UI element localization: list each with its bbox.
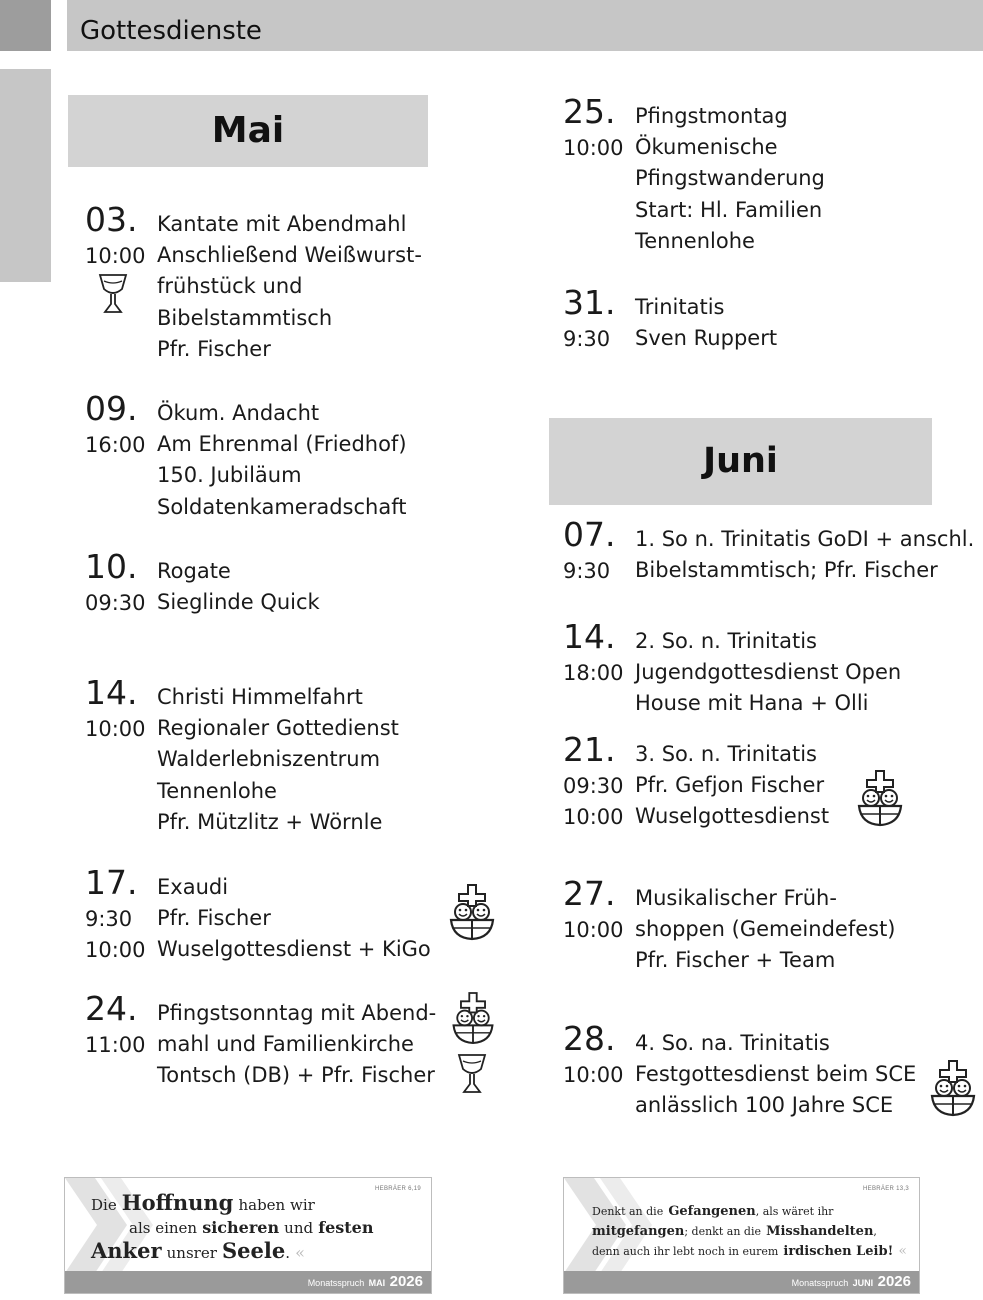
entry-line: Anschließend Weißwurst- <box>157 243 422 268</box>
footer-month: JUNI <box>852 1278 874 1288</box>
month-heading-juni: Juni <box>549 418 932 505</box>
entry-line: Bibelstammtisch <box>157 305 333 330</box>
children-church-icon <box>853 768 907 828</box>
entry-time: 16:00 <box>85 433 146 457</box>
entry-line: Musikalischer Früh- <box>635 886 837 910</box>
children-church-icon <box>445 882 499 942</box>
verse-line: denn auch ihr lebt noch in eurem irdischen Leib! « <box>592 1243 907 1259</box>
entry-line: Sven Ruppert <box>635 326 778 351</box>
entry-day: 28. <box>563 1019 616 1058</box>
entry-time: 18:00 <box>563 661 624 685</box>
page-tab-marker <box>0 0 51 51</box>
entry-line: Kantate mit Abendmahl <box>157 212 407 236</box>
entry-line: House mit Hana + Olli <box>635 691 869 716</box>
verse-reference: HEBRÄER 6,19 <box>375 1186 421 1192</box>
entry-line: Wuselgottesdienst <box>635 804 830 829</box>
entry-line: Pfingstwanderung <box>635 166 825 191</box>
page-side-marker <box>0 69 51 282</box>
footer-year: 2026 <box>389 1273 423 1290</box>
entry-line: Wuselgottesdienst + KiGo <box>157 937 431 962</box>
entry-day: 14. <box>563 617 616 656</box>
entry-time: 10:00 <box>563 918 624 942</box>
entry-line: 1. So n. Trinitatis GoDI + anschl. <box>635 527 975 551</box>
entry-line: Pfr. Gefjon Fischer <box>635 773 825 798</box>
monthly-verse-banner-juni <box>563 1177 920 1294</box>
entry-line: Pfingstmontag <box>635 104 788 128</box>
verse-line: Denkt an die Gefangenen, als wäret ihr <box>592 1204 834 1219</box>
verse-line: mitgefangen; denkt an die Misshandelten, <box>592 1224 877 1239</box>
children-church-icon <box>926 1058 980 1118</box>
entry-line: 2. So. n. Trinitatis <box>635 629 817 653</box>
footer-label: Monatsspruch <box>307 1278 365 1288</box>
entry-day: 09. <box>85 389 138 428</box>
verse-footer <box>65 1271 431 1293</box>
entry-time: 9:30 <box>563 327 611 351</box>
entry-line: Sieglinde Quick <box>157 590 320 615</box>
footer-year: 2026 <box>877 1273 911 1290</box>
entry-line: Trinitatis <box>635 295 725 319</box>
section-header <box>67 0 983 51</box>
entry-line: Jugendgottesdienst Open <box>635 660 902 685</box>
entry-time: 10:00 <box>85 717 146 741</box>
entry-day: 14. <box>85 673 138 712</box>
verse-line: Anker unsrer Seele. « <box>91 1238 305 1263</box>
children-church-icon <box>448 990 498 1046</box>
chalice-icon <box>455 1050 489 1098</box>
entry-line: Ökum. Andacht <box>157 401 320 425</box>
entry-day: 24. <box>85 989 138 1028</box>
entry-line: 150. Jubiläum <box>157 463 302 488</box>
monthly-verse-banner-mai <box>64 1177 432 1294</box>
entry-line: 3. So. n. Trinitatis <box>635 742 817 766</box>
entry-day: 27. <box>563 874 616 913</box>
entry-line: Christi Himmelfahrt <box>157 685 363 709</box>
entry-time: 10:00 <box>85 244 146 268</box>
entry-line: Regionaler Gottedienst <box>157 716 399 741</box>
entry-time: 09:30 <box>85 591 146 615</box>
entry-line: Am Ehrenmal (Friedhof) <box>157 432 407 457</box>
entry-line: Pfr. Fischer <box>157 906 271 931</box>
verse-line: als einen sicheren und festen <box>129 1218 374 1237</box>
verse-reference: HEBRÄER 13,3 <box>863 1186 909 1192</box>
entry-time: 10:00 <box>563 1063 624 1087</box>
entry-time: 10:00 <box>563 136 624 160</box>
entry-time: 11:00 <box>85 1033 146 1057</box>
entry-line: Walderlebniszentrum <box>157 747 381 772</box>
entry-line: anlässlich 100 Jahre SCE <box>635 1093 894 1118</box>
entry-line: Pfr. Fischer + Team <box>635 948 836 973</box>
entry-time: 9:30 <box>563 559 611 583</box>
entry-time: 9:30 <box>85 907 133 931</box>
entry-line: Start: Hl. Familien <box>635 197 823 222</box>
entry-day: 03. <box>85 200 138 239</box>
footer-label: Monatsspruch <box>791 1278 849 1288</box>
entry-line: Tontsch (DB) + Pfr. Fischer <box>157 1063 435 1088</box>
entry-line: Exaudi <box>157 875 229 899</box>
entry-line: Soldatenkameradschaft <box>157 494 407 519</box>
entry-line: 4. So. na. Trinitatis <box>635 1031 830 1055</box>
entry-line: Ökumenische <box>635 135 778 160</box>
entry-time-2: 10:00 <box>85 938 146 962</box>
entry-day: 10. <box>85 547 138 586</box>
verse-footer <box>564 1271 919 1293</box>
entry-line: Pfr. Mützlitz + Wörnle <box>157 809 383 834</box>
entry-line: shoppen (Gemeindefest) <box>635 917 896 942</box>
entry-line: Tennenlohe <box>635 228 755 253</box>
entry-day: 21. <box>563 730 616 769</box>
entry-line: Pfingstsonntag mit Abend- <box>157 1001 437 1025</box>
verse-line: Die Hoffnung haben wir <box>91 1190 315 1215</box>
entry-line: Festgottesdienst beim SCE <box>635 1062 917 1087</box>
entry-day: 17. <box>85 863 138 902</box>
entry-line: Bibelstammtisch; Pfr. Fischer <box>635 558 938 583</box>
entry-line: frühstück und <box>157 274 303 299</box>
month-heading-mai: Mai <box>68 95 428 167</box>
footer-month: MAI <box>368 1278 386 1288</box>
entry-time-2: 10:00 <box>563 805 624 829</box>
section-title: Gottesdienste <box>80 16 262 46</box>
entry-day: 31. <box>563 283 616 322</box>
entry-line: mahl und Familienkirche <box>157 1032 414 1057</box>
chalice-icon <box>96 270 130 318</box>
entry-line: Pfr. Fischer <box>157 336 271 361</box>
entry-time: 09:30 <box>563 774 624 798</box>
entry-day: 25. <box>563 92 616 131</box>
entry-line: Rogate <box>157 559 231 583</box>
entry-day: 07. <box>563 515 616 554</box>
entry-line: Tennenlohe <box>157 778 277 803</box>
